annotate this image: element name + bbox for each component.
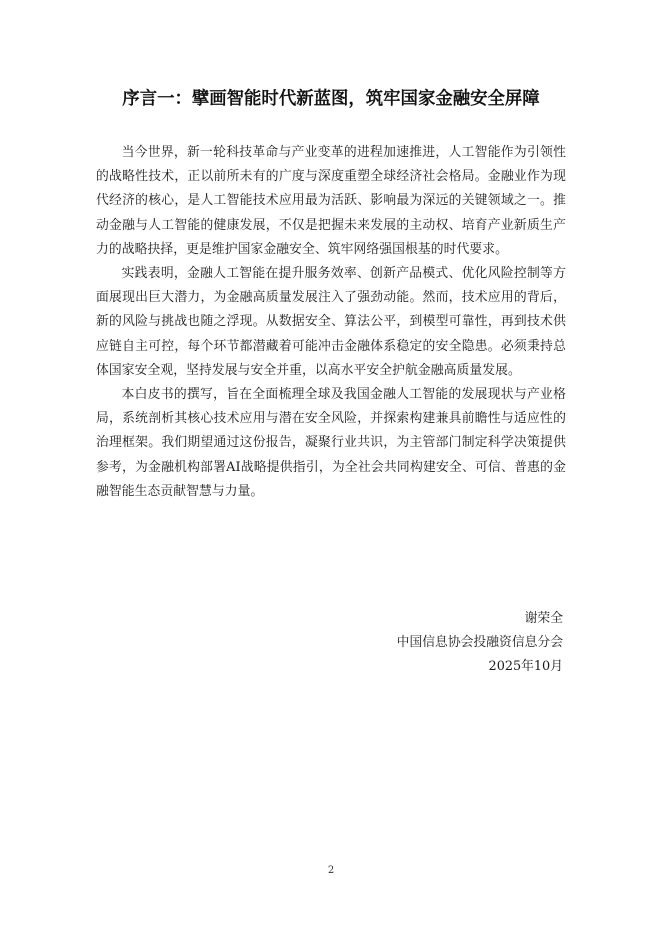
author-name: 谢荣全 xyxy=(524,611,563,626)
paragraph-2: 实践表明，金融人工智能在提升服务效率、创新产品模式、优化风险控制等方面展现出巨大潜力，为金融高质量发展注入了强劲动能。然而，技术应用的背后，新的风险与挑战也随之浮现。从数据安全、算法公平，到模型可靠性，再到技术供应链自主可控，每个环节都潜藏着可能冲击金融体系稳定的安全隐患。必须秉持总体国家安全观，坚持发展与安全并重，以高水平安全护航金融高质量发展。 xyxy=(96,266,566,378)
preface-title: 序言一：擘画智能时代新蓝图，筑牢国家金融安全屏障 xyxy=(122,89,540,109)
paragraph-1: 当今世界，新一轮科技革命与产业变革的进程加速推进，人工智能作为引领性的战略性技术，正以前所未有的广度与深度重塑全球经济社会格局。金融业作为现代经济的核心，是人工智能技术应用最为活跃、影响最为深远的关键领域之一。推动金融与人工智能的健康发展，不仅是把握未来发展的主动权、培育产业新质生产力的战略抉择，更是维护国家金融安全、筑牢网络强国根基的时代要求。 xyxy=(96,145,566,257)
preface-body xyxy=(96,141,566,504)
signature-block xyxy=(397,607,563,680)
page-number: 2 xyxy=(327,865,335,876)
paragraph-3: 本白皮书的撰写，旨在全面梳理全球及我国金融人工智能的发展现状与产业格局，系统剖析其核心技术应用与潜在安全风险，并探索构建兼具前瞻性与适应性的治理框架。我们期望通过这份报告，凝聚行业共识，为主管部门制定科学决策提供参考，为金融机构部署AI战略提供指引，为全社会共同构建安全、可信、普惠的金融智能生态贡献智慧与力量。 xyxy=(96,387,566,499)
signature-date: 2025年10月 xyxy=(488,659,563,675)
author-organization: 中国信息协会投融资信息分会 xyxy=(396,635,563,651)
